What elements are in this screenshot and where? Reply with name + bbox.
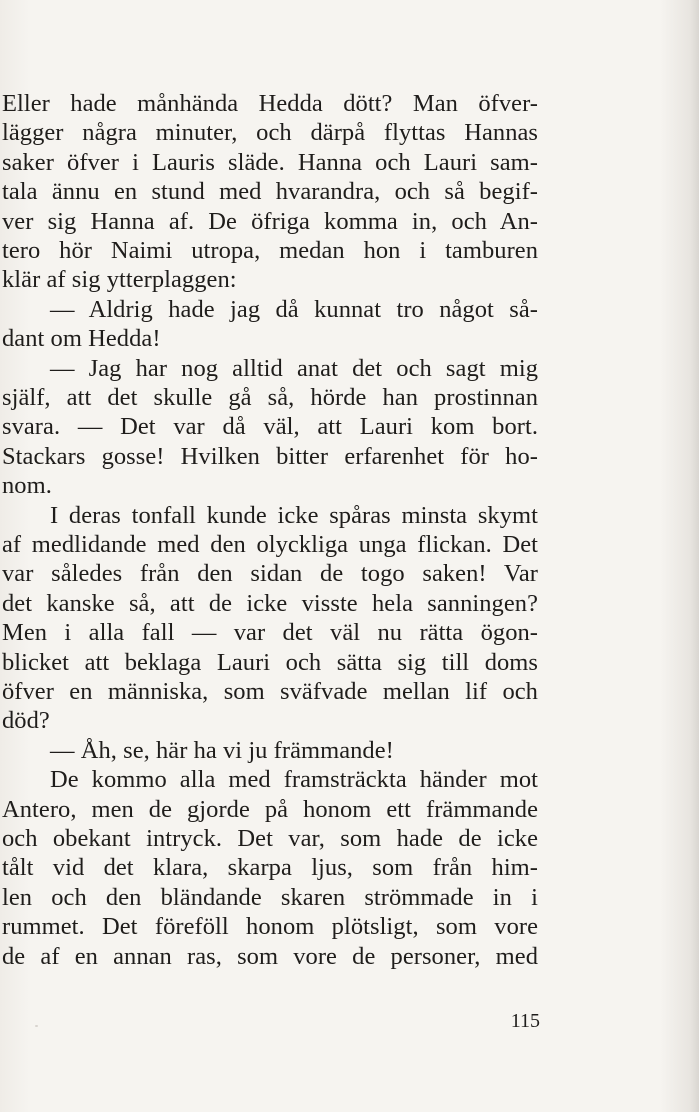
text-line: själf, att det skulle gå så, hörde han prostinnan [2,384,538,411]
text-line: blicket att beklaga Lauri och sätta sig till doms [2,648,538,676]
text-line: var således från den sidan de togo saken! Var [2,560,538,588]
text-line: I deras tonfall kunde icke spåras minsta skymt [50,501,538,529]
text-line: klär af sig ytterplaggen: [2,266,237,294]
text-line: saker öfver i Lauris släde. Hanna och Lauri sam- [2,148,538,176]
text-line: död? [2,707,50,735]
text-line: Antero, men de gjorde på honom ett främmande [2,795,538,823]
text-line: de af en annan ras, som vore de personer, med [2,942,538,970]
text-line: Eller hade månhända Hedda dött? Man öfver- [2,90,538,117]
text-line: Stackars gosse! Hvilken bitter erfarenhet för ho- [2,442,538,470]
text-line: tålt vid det klara, skarpa ljus, som från him- [2,854,538,882]
text-line: svara. — Det var då väl, att Lauri kom bort. [2,413,538,441]
text-line: ver sig Hanna af. De öfriga komma in, och An- [2,207,538,235]
page-number: 115 [510,1010,540,1032]
text-line: De kommo alla med framsträckta händer mot [50,766,538,794]
text-line: tero hör Naimi utropa, medan hon i tamburen [2,237,538,264]
paper-speck [35,1025,38,1027]
text-line: och obekant intryck. Det var, som hade de icke [2,825,538,852]
text-line: lägger några minuter, och därpå flyttas Hannas [2,119,538,147]
text-line: dant om Hedda! [2,325,161,353]
text-line: Men i alla fall — var det väl nu rätta ögon- [2,619,538,647]
text-line: rummet. Det föreföll honom plötsligt, som vore [2,913,538,941]
text-line: nom. [2,472,52,500]
text-line: det kanske så, att de icke visste hela sanningen? [2,589,538,617]
text-line: öfver en människa, som sväfvade mellan lif och [2,678,538,705]
text-line: tala ännu en stund med hvarandra, och så begif- [2,178,538,206]
text-line: — Åh, se, här ha vi ju främmande! [50,736,394,764]
text-line: — Jag har nog alltid anat det och sagt mig [50,354,538,382]
text-line: len och den bländande skaren strömmade in i [2,883,538,911]
text-line: — Aldrig hade jag då kunnat tro något så- [50,295,538,323]
text-line: af medlidande med den olyckliga unga flickan. Det [2,531,538,558]
